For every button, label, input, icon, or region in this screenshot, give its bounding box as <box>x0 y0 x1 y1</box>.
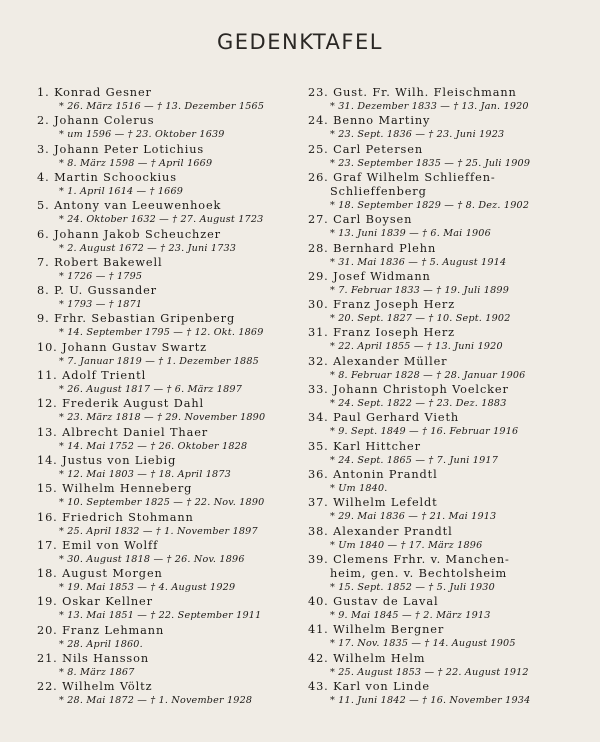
entry-name: Wilhelm Bergner <box>333 623 445 637</box>
entry-number: 1. <box>37 86 50 99</box>
memorial-entry <box>308 468 580 495</box>
entry-name-line <box>308 242 580 256</box>
entry-number: 43. <box>308 680 329 693</box>
entry-dates: * 13. Juni 1839 — † 6. Mai 1906 <box>330 228 491 240</box>
entry-number: 32. <box>308 354 329 368</box>
memorial-entry <box>308 242 580 269</box>
entry-number: 2. <box>37 114 50 128</box>
entry-name-line <box>308 440 580 454</box>
entry-name-line <box>308 143 580 157</box>
entry-number: 33. <box>308 383 329 396</box>
entry-name: Frederik August Dahl <box>62 397 205 411</box>
entry-name-line <box>308 213 580 227</box>
entry-name-line <box>37 199 309 213</box>
memorial-entry <box>308 680 580 707</box>
memorial-entry <box>308 496 580 523</box>
entry-dates: * 17. Nov. 1835 — † 14. August 1905 <box>330 638 516 650</box>
entry-dates: * 9. Sept. 1849 — † 16. Februar 1916 <box>330 426 519 438</box>
entry-number: 18. <box>37 567 58 581</box>
entry-name-line <box>37 228 309 242</box>
memorial-entry <box>37 652 309 679</box>
entry-name: Wilhelm Henneberg <box>62 482 193 496</box>
memorial-entry <box>37 312 309 339</box>
entry-name-line <box>308 270 580 284</box>
entry-number: 21. <box>37 652 58 665</box>
entry-dates: * 26. August 1817 — † 6. März 1897 <box>59 384 243 395</box>
entry-number: 9. <box>37 312 50 326</box>
entry-number: 22. <box>37 680 58 694</box>
memorial-entry <box>308 623 580 650</box>
entry-name: Franz Joseph Herz <box>333 298 456 312</box>
entry-name: Johann Peter Lotichius <box>54 142 205 156</box>
entry-name-line <box>37 143 309 157</box>
entry-name-line <box>308 468 580 482</box>
entry-name: Karl Hittcher <box>333 439 421 453</box>
entry-name-line <box>308 326 580 340</box>
entry-name-line <box>37 624 309 638</box>
entry-name: Oskar Kellner <box>62 595 153 609</box>
entry-dates: * 26. März 1516 — † 13. Dezember 1565 <box>59 101 265 112</box>
entry-name-line <box>37 539 309 553</box>
entry-name: Antonin Prandtl <box>333 467 438 481</box>
memorial-entry <box>308 114 580 141</box>
entry-number: 37. <box>308 496 329 510</box>
entry-name-line <box>308 496 580 510</box>
memorial-entry <box>37 511 309 538</box>
memorial-entry <box>37 228 309 255</box>
entry-name: Josef Widmann <box>333 269 431 283</box>
entry-name: Johann Colerus <box>54 114 155 128</box>
entry-dates: * 28. April 1860. <box>59 638 143 650</box>
entry-number: 25. <box>308 142 329 156</box>
entry-number: 23. <box>308 86 329 99</box>
entry-name: Nils Hansson <box>62 652 150 665</box>
entry-name: Adolf Trientl <box>62 369 147 382</box>
page-title: GEDENKTAFEL <box>217 30 383 54</box>
entry-number: 29. <box>308 269 329 283</box>
entry-number: 24. <box>308 114 329 128</box>
entry-name-line <box>308 383 580 397</box>
entry-name: Emil von Wolff <box>62 538 159 552</box>
entry-name: Martin Schoockius <box>54 170 177 184</box>
memorial-entry <box>37 680 309 707</box>
entry-name-line <box>37 426 309 440</box>
entry-dates: * 1726 — † 1795 <box>59 270 143 282</box>
entry-number: 28. <box>308 241 329 255</box>
memorial-entry <box>37 341 309 368</box>
memorial-entry <box>308 143 580 170</box>
memorial-entry <box>308 383 580 410</box>
entry-number: 10. <box>37 340 58 354</box>
entry-number: 4. <box>37 170 50 184</box>
memorial-entry <box>308 411 580 438</box>
entry-number: 15. <box>37 482 58 496</box>
entry-dates: * 25. April 1832 — † 1. November 1897 <box>59 525 258 537</box>
entry-name: Wilhelm Lefeldt <box>333 496 438 510</box>
entry-name: P. U. Gussander <box>54 284 157 298</box>
entry-dates: * 23. Sept. 1836 — † 23. Juni 1923 <box>330 129 505 141</box>
entry-name-line <box>37 595 309 609</box>
entry-name-line <box>37 256 309 270</box>
entry-dates: * 20. Sept. 1827 — † 10. Sept. 1902 <box>330 313 511 325</box>
memorial-entry <box>37 454 309 481</box>
entry-name: Robert Bakewell <box>54 255 163 269</box>
entry-dates: * 7. Januar 1819 — † 1. Dezember 1885 <box>59 355 259 367</box>
entry-name: Clemens Frhr. v. Manchen- <box>333 552 510 566</box>
entry-dates: * 29. Mai 1836 — † 21. Mai 1913 <box>330 511 497 523</box>
entry-name-line <box>37 86 309 100</box>
entry-dates: * 24. Sept. 1865 — † 7. Juni 1917 <box>330 454 498 466</box>
entry-dates: * 23. September 1835 — † 25. Juli 1909 <box>330 157 531 169</box>
entry-dates: * 14. September 1795 — † 12. Okt. 1869 <box>59 327 264 339</box>
entry-dates: * um 1596 — † 23. Oktober 1639 <box>59 129 225 141</box>
entry-number: 36. <box>308 467 329 481</box>
memorial-entry <box>308 298 580 325</box>
entry-dates: * 22. April 1855 — † 13. Juni 1920 <box>330 341 503 353</box>
entry-number: 20. <box>37 623 58 637</box>
entry-name: Bernhard Plehn <box>333 241 437 255</box>
entry-number: 40. <box>308 595 329 609</box>
entry-name: Franz Ioseph Herz <box>333 326 455 340</box>
entry-number: 41. <box>308 623 329 637</box>
entry-name: Gust. Fr. Wilh. Fleischmann <box>333 86 517 99</box>
entry-name: Frhr. Sebastian Gripenberg <box>54 312 236 326</box>
entry-dates: * 8. März 1867 <box>59 667 135 678</box>
entry-number: 39. <box>308 552 329 566</box>
entry-name: Justus von Liebig <box>62 453 177 467</box>
entry-name-line <box>37 369 309 383</box>
entry-name-line <box>37 511 309 525</box>
entry-number: 19. <box>37 595 58 609</box>
entry-name-line <box>37 312 309 326</box>
entry-dates: * 24. Sept. 1822 — † 23. Dez. 1883 <box>330 398 507 409</box>
entry-name: Johann Jakob Scheuchzer <box>54 227 221 241</box>
entry-name-line <box>308 525 580 539</box>
entry-dates: * 18. September 1829 — † 8. Dez. 1902 <box>330 199 530 211</box>
entry-number: 11. <box>37 369 58 382</box>
memorial-entry <box>308 171 580 212</box>
entry-name-line <box>37 114 309 128</box>
entry-number: 12. <box>37 397 58 411</box>
memorial-entry <box>37 114 309 141</box>
entry-name-line <box>308 86 580 100</box>
entry-dates: * 1. April 1614 — † 1669 <box>59 185 184 197</box>
memorial-entry <box>37 256 309 283</box>
memorial-entry <box>37 482 309 509</box>
entry-name: Alexander Prandtl <box>333 524 453 538</box>
entry-name-line <box>308 411 580 425</box>
entry-name: Albrecht Daniel Thaer <box>62 425 209 439</box>
entry-dates: * 1793 — † 1871 <box>59 299 143 311</box>
entry-name-line <box>308 623 580 637</box>
entry-number: 14. <box>37 453 58 467</box>
memorial-entry <box>308 326 580 353</box>
entry-number: 17. <box>37 538 58 552</box>
entry-dates: * 8. März 1598 — † April 1669 <box>59 157 213 169</box>
memorial-entry <box>308 652 580 679</box>
entry-number: 5. <box>37 199 50 213</box>
entry-dates: * 15. Sept. 1852 — † 5. Juli 1930 <box>330 581 495 593</box>
memorial-entry <box>308 553 580 594</box>
memorial-entry <box>37 397 309 424</box>
entry-name-line <box>308 652 580 666</box>
memorial-entry <box>37 624 309 651</box>
entry-name: Graf Wilhelm Schlieffen- <box>333 170 496 184</box>
entry-dates: * Um 1840 — † 17. März 1896 <box>330 539 483 551</box>
entry-dates: * Um 1840. <box>330 482 388 494</box>
entry-name-line <box>37 341 309 355</box>
entry-dates: * 28. Mai 1872 — † 1. November 1928 <box>59 695 253 707</box>
entry-dates: * 11. Juni 1842 — † 16. November 1934 <box>330 695 531 706</box>
entry-name: Antony van Leeuwenhoek <box>54 199 222 213</box>
entry-dates: * 31. Dezember 1833 — † 13. Jan. 1920 <box>330 101 529 112</box>
entry-name-line <box>37 482 309 496</box>
entry-name-line <box>308 553 580 567</box>
entry-name-line <box>37 454 309 468</box>
entry-number: 6. <box>37 227 50 241</box>
entry-number: 8. <box>37 284 50 298</box>
entry-name: Friedrich Stohmann <box>62 510 194 524</box>
entry-dates: * 25. August 1853 — † 22. August 1912 <box>330 666 529 678</box>
entry-number: 3. <box>37 142 50 156</box>
entry-dates: * 14. Mai 1752 — † 26. Oktober 1828 <box>59 440 248 452</box>
entry-name: August Morgen <box>62 567 163 581</box>
entry-number: 42. <box>308 651 329 665</box>
entry-name-line <box>37 652 309 666</box>
memorial-entry <box>37 595 309 622</box>
memorial-entry <box>37 171 309 198</box>
memorial-entry <box>308 86 580 113</box>
entry-name: Gustav de Laval <box>333 595 439 609</box>
memorial-entry <box>37 539 309 566</box>
entry-number: 31. <box>308 326 329 340</box>
entry-dates: * 19. Mai 1853 — † 4. August 1929 <box>59 582 236 594</box>
entry-dates: * 8. Februar 1828 — † 28. Januar 1906 <box>330 369 526 381</box>
memorial-entry <box>37 86 309 113</box>
memorial-entry <box>37 143 309 170</box>
entry-number: 34. <box>308 411 329 425</box>
entry-dates: * 10. September 1825 — † 22. Nov. 1890 <box>59 497 265 509</box>
entry-name-line <box>37 567 309 581</box>
entry-name-line <box>37 284 309 298</box>
memorial-entry <box>308 355 580 382</box>
memorial-entry <box>37 567 309 594</box>
entry-name: Franz Lehmann <box>62 623 165 637</box>
entry-name-line <box>308 680 580 694</box>
memorial-entry <box>37 284 309 311</box>
entry-dates: * 23. März 1818 — † 29. November 1890 <box>59 412 266 424</box>
entry-name: Johann Christoph Voelcker <box>333 383 509 396</box>
memorial-entry <box>308 440 580 467</box>
entry-name-line <box>37 397 309 411</box>
entry-dates: * 13. Mai 1851 — † 22. September 1911 <box>59 610 262 622</box>
entry-dates: * 2. August 1672 — † 23. Juni 1733 <box>59 242 237 254</box>
entry-dates: * 24. Oktober 1632 — † 27. August 1723 <box>59 214 264 226</box>
entry-name-continuation: heim, gen. v. Bechtolsheim <box>330 566 508 580</box>
memorial-entry <box>37 426 309 453</box>
entry-dates: * 31. Mai 1836 — † 5. August 1914 <box>330 256 507 268</box>
memorial-entry <box>308 270 580 297</box>
entry-name: Carl Boysen <box>333 213 413 227</box>
entry-name-line <box>37 680 309 694</box>
entry-number: 35. <box>308 439 329 453</box>
entry-name: Alexander Müller <box>333 354 448 368</box>
entry-name: Karl von Linde <box>333 680 430 693</box>
entry-name-line <box>308 355 580 369</box>
memorial-entry <box>308 595 580 622</box>
entry-number: 7. <box>37 255 50 269</box>
entry-name: Paul Gerhard Vieth <box>333 411 460 425</box>
entry-name: Benno Martiny <box>333 114 431 128</box>
entry-name-line <box>37 171 309 185</box>
entry-number: 16. <box>37 510 58 524</box>
entry-name-continuation: Schlieffenberg <box>330 184 427 198</box>
entry-name: Carl Petersen <box>333 142 424 156</box>
entry-name-line <box>308 595 580 609</box>
entry-number: 26. <box>308 170 329 184</box>
entry-name-line <box>308 114 580 128</box>
entry-number: 27. <box>308 213 329 227</box>
entry-name-line <box>308 298 580 312</box>
entry-dates: * 7. Februar 1833 — † 19. Juli 1899 <box>330 284 510 296</box>
entry-name: Johann Gustav Swartz <box>62 340 208 354</box>
entry-dates: * 12. Mai 1803 — † 18. April 1873 <box>59 468 231 480</box>
entry-number: 30. <box>308 298 329 312</box>
entry-number: 38. <box>308 524 329 538</box>
entry-dates: * 30. August 1818 — † 26. Nov. 1896 <box>59 553 245 565</box>
entry-number: 13. <box>37 425 58 439</box>
entry-name-line <box>308 171 580 185</box>
memorial-entry <box>37 369 309 396</box>
memorial-entry <box>37 199 309 226</box>
entry-name: Konrad Gesner <box>54 86 152 99</box>
entry-name: Wilhelm Helm <box>333 651 426 665</box>
memorial-entry <box>308 525 580 552</box>
entry-name: Wilhelm Völtz <box>62 680 153 694</box>
memorial-entry <box>308 213 580 240</box>
entry-dates: * 9. Mai 1845 — † 2. März 1913 <box>330 610 491 622</box>
